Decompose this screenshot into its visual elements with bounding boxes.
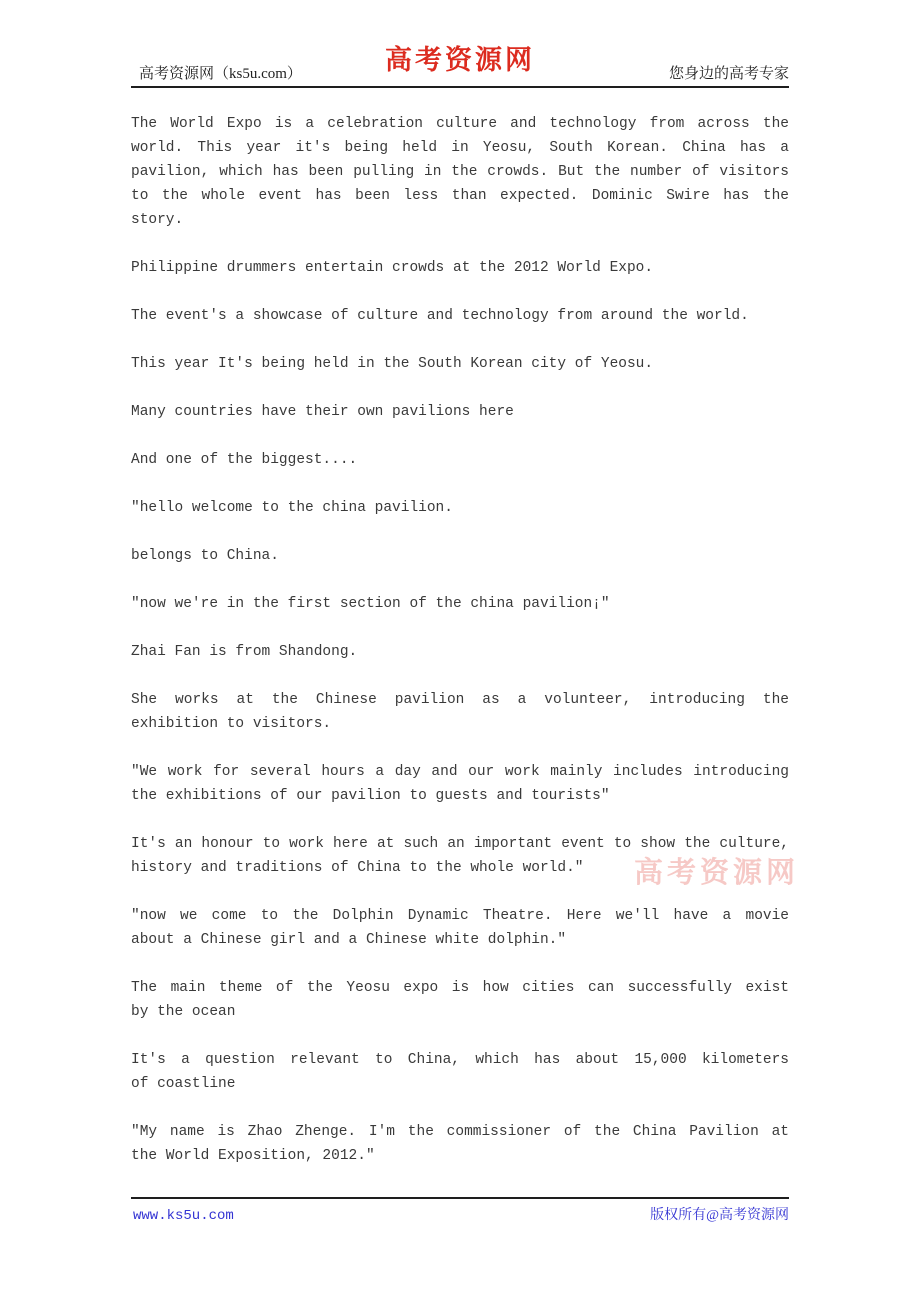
paragraph	[131, 400, 789, 424]
text-line: the exhibitions of our pavilion to guests and tourists"	[131, 788, 610, 804]
text-line: belongs to China.	[131, 548, 279, 564]
footer-url-link[interactable]: www.ks5u.com	[133, 1208, 234, 1224]
text-line: world. This year it's being held in Yeosu, South Korean. China has a	[131, 140, 789, 156]
site-logo: 高考资源网	[385, 45, 535, 75]
paragraph	[131, 640, 789, 664]
page-header	[131, 0, 789, 88]
text-line: history and traditions of China to the whole world."	[131, 860, 584, 876]
text-line: about a Chinese girl and a Chinese white dolphin."	[131, 932, 567, 948]
paragraph	[131, 352, 789, 376]
page-footer	[131, 1197, 789, 1239]
text-line: the World Exposition, 2012."	[131, 1148, 375, 1164]
paragraph	[131, 256, 789, 280]
document-body	[131, 112, 789, 1192]
paragraph	[131, 832, 789, 880]
text-line: "now we're in the first section of the china pavilion¡"	[131, 596, 610, 612]
text-line: exhibition to visitors.	[131, 716, 332, 732]
paragraph	[131, 112, 789, 232]
header-site-name: 高考资源网（ks5u.com）	[139, 66, 302, 82]
text-line: "hello welcome to the china pavilion.	[131, 500, 453, 516]
text-line: of coastline	[131, 1076, 236, 1092]
paragraph	[131, 1048, 789, 1096]
text-line: This year It's being held in the South Korean city of Yeosu.	[131, 356, 654, 372]
text-line: story.	[131, 212, 184, 228]
paragraph	[131, 304, 789, 328]
paragraph	[131, 688, 789, 736]
text-line: "now we come to the Dolphin Dynamic Theatre. Here we'll have a movie	[131, 908, 789, 924]
paragraph	[131, 448, 789, 472]
header-slogan: 您身边的高考专家	[668, 66, 789, 82]
paragraph	[131, 544, 789, 568]
paragraph	[131, 592, 789, 616]
watermark-text: 高考资源网	[634, 857, 800, 889]
text-line: She works at the Chinese pavilion as a volunteer, introducing the	[131, 692, 789, 708]
text-line: The event's a showcase of culture and technology from around the world.	[131, 308, 749, 324]
text-line: "My name is Zhao Zhenge. I'm the commissioner of the China Pavilion at	[131, 1124, 789, 1140]
text-line: Many countries have their own pavilions here	[131, 404, 514, 420]
paragraph	[131, 1120, 789, 1168]
footer-copyright: 版权所有@高考资源网	[650, 1208, 789, 1223]
paragraph	[131, 760, 789, 808]
text-line: The main theme of the Yeosu expo is how cities can successfully exist	[131, 980, 789, 996]
text-line: It's an honour to work here at such an important event to show the culture,	[131, 836, 789, 852]
paragraph	[131, 904, 789, 952]
text-line: And one of the biggest....	[131, 452, 358, 468]
text-line: Zhai Fan is from Shandong.	[131, 644, 358, 660]
text-line: It's a question relevant to China, which has about 15,000 kilometers	[131, 1052, 789, 1068]
text-line: by the ocean	[131, 1004, 236, 1020]
text-line: The World Expo is a celebration culture and technology from across the	[131, 116, 789, 132]
text-line: pavilion, which has been pulling in the crowds. But the number of visitors	[131, 164, 789, 180]
paragraph	[131, 496, 789, 520]
paragraph	[131, 976, 789, 1024]
text-line: to the whole event has been less than expected. Dominic Swire has the	[131, 188, 789, 204]
text-line: Philippine drummers entertain crowds at the 2012 World Expo.	[131, 260, 654, 276]
text-line: "We work for several hours a day and our work mainly includes introducing	[131, 764, 789, 780]
